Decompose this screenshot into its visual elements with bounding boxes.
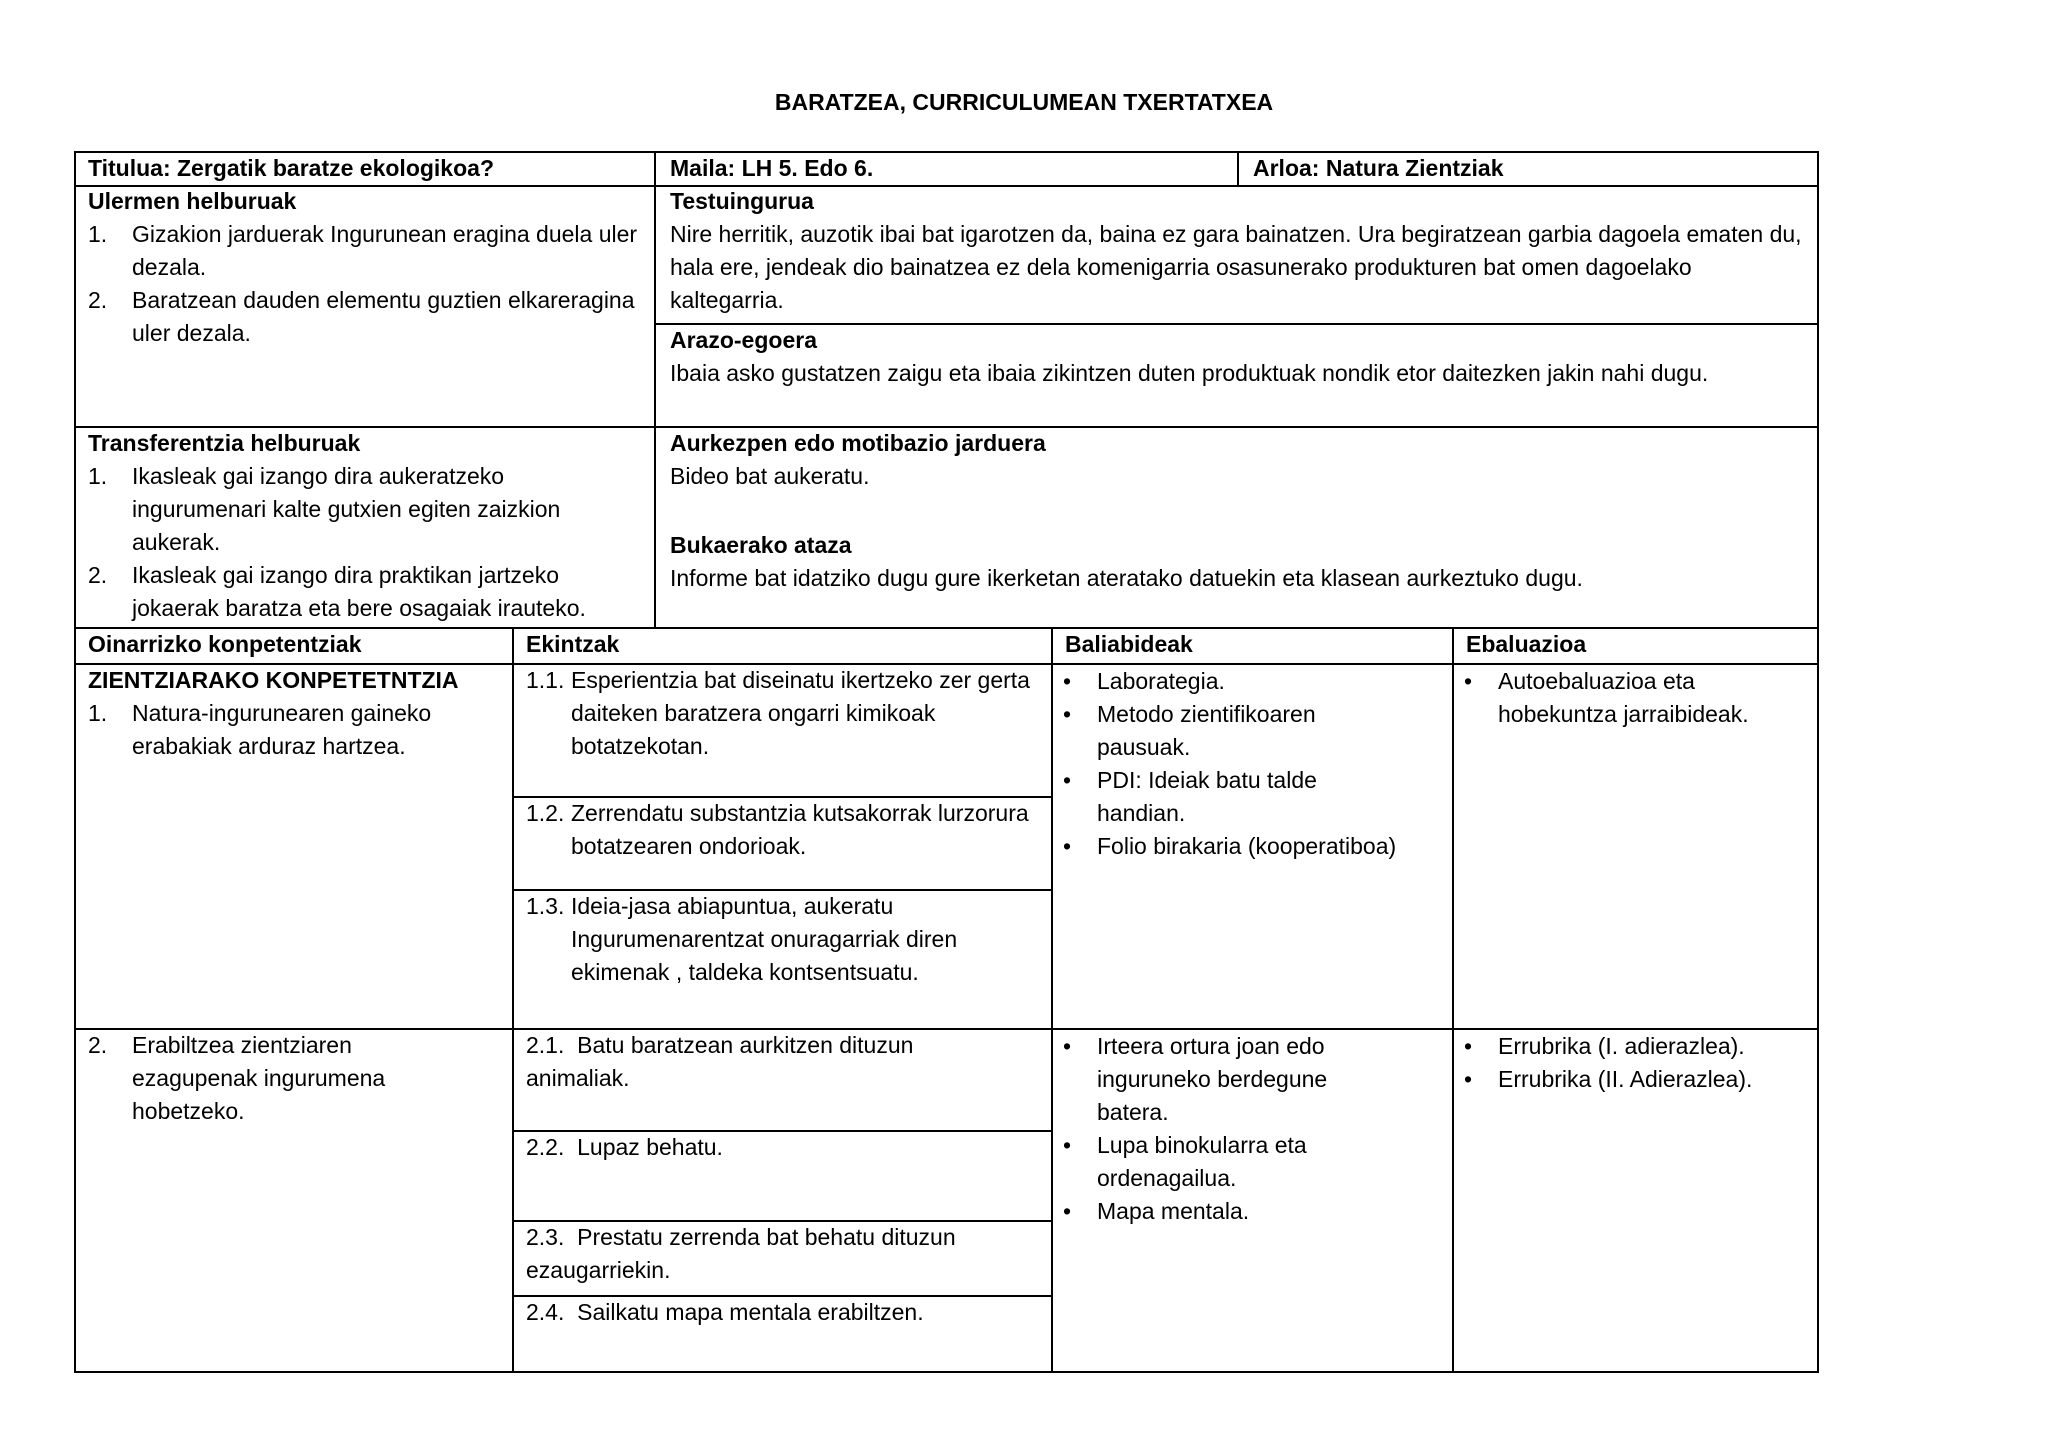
list-item (1454, 1063, 1814, 1096)
list-item (1053, 698, 1450, 764)
list-number: 2. (88, 562, 108, 588)
list-text: Mapa mentala. (1097, 1198, 1250, 1224)
action-text: Ideia-jasa abiapuntua, aukeratu Ingurumenarentzat onuragarriak diren ekimenak , taldeka kontsentsuatu. (571, 893, 958, 985)
list-text: PDI: Ideiak batu talde handian. (1097, 767, 1317, 826)
arloa-cell: Arloa: Natura Zientziak (1253, 155, 1504, 181)
list-item (88, 697, 508, 763)
list-item (1053, 1030, 1450, 1129)
list-item (1454, 1030, 1814, 1063)
column-divider (1452, 627, 1454, 1373)
list-text: Ikasleak gai izango dira aukeratzeko ingurumenari kalte gutxien egiten zaizkion aukerak. (132, 463, 561, 555)
bullet-icon: • (1063, 1132, 1072, 1158)
column-divider (512, 627, 514, 1373)
list-text: Natura-ingurunearen gaineko erabakiak arduraz hartzea. (132, 700, 432, 759)
list-text: Lupa binokularra eta ordenagailua. (1097, 1132, 1307, 1191)
aurkezpen-heading: Aurkezpen edo motibazio jarduera (670, 430, 1046, 456)
testuingurua-heading: Testuingurua (670, 188, 814, 214)
resources-cell-2 (1053, 1030, 1450, 1228)
bullet-icon: • (1063, 1033, 1072, 1059)
maila-cell: Maila: LH 5. Edo 6. (670, 155, 874, 181)
evaluation-cell-1 (1454, 665, 1814, 731)
list-item (1053, 764, 1450, 830)
action-cell-1-3 (526, 890, 1046, 989)
testuingurua-cell (670, 185, 1805, 317)
list-item (1053, 830, 1450, 863)
list-item (88, 559, 648, 625)
action-number: 1.2. (526, 800, 565, 826)
column-header-baliabideak: Baliabideak (1065, 631, 1193, 657)
list-text: Metodo zientifikoaren pausuak. (1097, 701, 1316, 760)
arazo-cell (670, 324, 1810, 390)
list-text: Erabiltzea zientziaren ezagupenak ingurumena hobetzeko. (132, 1032, 386, 1124)
action-text: Zerrendatu substantzia kutsakorrak lurzorura botatzearen ondorioak. (571, 800, 1029, 859)
list-text: Baratzean dauden elementu guztien elkareragina uler dezala. (132, 287, 635, 346)
ulermen-heading: Ulermen helburuak (88, 188, 297, 214)
titulua-cell: Titulua: Zergatik baratze ekologikoa? (88, 155, 494, 181)
action-cell-1-2 (526, 797, 1046, 863)
list-text: Ikasleak gai izango dira praktikan jartzeko jokaerak baratza eta bere osagaiak irauteko. (132, 562, 586, 621)
bullet-icon: • (1464, 1033, 1473, 1059)
column-divider (1237, 151, 1239, 185)
testuingurua-text: Nire herritik, auzotik ibai bat igarotzen da, baina ez gara bainatzen. Ura begiratzean garbia dagoela ematen du, hala ere, jendeak dio bainatzea ez dela komenigarria osasunerako produkturen bat omen dagoelako kaltegarria. (670, 221, 1802, 313)
list-number: 1. (88, 700, 108, 726)
list-item (88, 284, 640, 350)
column-divider (654, 151, 656, 627)
transferentzia-cell (88, 427, 648, 625)
bullet-icon: • (1464, 1066, 1473, 1092)
list-text: Errubrika (I. adierazlea). (1498, 1033, 1745, 1059)
bullet-icon: • (1464, 668, 1473, 694)
list-text: Folio birakaria (kooperatiboa) (1097, 833, 1397, 859)
list-number: 2. (88, 287, 108, 313)
list-item (88, 1029, 488, 1128)
action-text: Esperientzia bat diseinatu ikertzeko zer gerta daiteken baratzera ongarri kimikoak botatzekotan. (571, 667, 1030, 759)
list-item (88, 218, 640, 284)
list-item (1053, 1195, 1450, 1228)
column-header-konpetentziak: Oinarrizko konpetentziak (88, 631, 362, 657)
resources-cell-1 (1053, 665, 1450, 863)
arazo-text: Ibaia asko gustatzen zaigu eta ibaia zikintzen duten produktuak nondik etor daitezken jakin nahi dugu. (670, 360, 1709, 386)
list-text: Errubrika (II. Adierazlea). (1498, 1066, 1753, 1092)
bullet-icon: • (1063, 833, 1072, 859)
action-cell-2-2: 2.2. Lupaz behatu. (526, 1134, 723, 1160)
action-number: 1.3. (526, 893, 565, 919)
list-item (1053, 665, 1450, 698)
list-number: 1. (88, 463, 108, 489)
list-text: Laborategia. (1097, 668, 1225, 694)
list-text: Irteera ortura joan edo inguruneko berdegune batera. (1097, 1033, 1328, 1125)
action-number: 1.1. (526, 667, 565, 693)
transferentzia-heading: Transferentzia helburuak (88, 430, 361, 456)
column-header-ekintzak: Ekintzak (526, 631, 620, 657)
bullet-icon: • (1063, 701, 1072, 727)
arazo-heading: Arazo-egoera (670, 327, 817, 353)
list-number: 2. (88, 1032, 108, 1058)
aurkezpen-text: Bideo bat aukeratu. (670, 463, 870, 489)
list-item (1053, 1129, 1450, 1195)
list-number: 1. (88, 221, 108, 247)
action-cell-2-4: 2.4. Sailkatu mapa mentala erabiltzen. (526, 1299, 924, 1325)
bullet-icon: • (1063, 1198, 1072, 1224)
bullet-icon: • (1063, 767, 1072, 793)
column-header-ebaluazioa: Ebaluazioa (1466, 631, 1587, 657)
document-title: BARATZEA, CURRICULUMEAN TXERTATXEA (774, 89, 1274, 115)
list-item (1454, 665, 1814, 731)
competence-heading: ZIENTZIARAKO KONPETETNTZIA (88, 667, 459, 693)
bukaerako-text: Informe bat idatziko dugu gure ikerketan ateratako datuekin eta klasean aurkeztuko dugu. (670, 565, 1583, 591)
aurkezpen-cell (670, 427, 1810, 595)
ulermen-cell (88, 185, 640, 350)
evaluation-cell-2 (1454, 1030, 1814, 1096)
list-item (88, 460, 648, 559)
list-text: Autoebaluazioa eta hobekuntza jarraibideak. (1498, 668, 1749, 727)
bukaerako-heading: Bukaerako ataza (670, 532, 852, 558)
competence-cell-1 (88, 664, 508, 763)
competence-cell-2 (88, 1029, 488, 1128)
list-text: Gizakion jarduerak Ingurunean eragina duela uler dezala. (132, 221, 638, 280)
action-cell-2-3: 2.3. Prestatu zerrenda bat behatu dituzun ezaugarriekin. (526, 1224, 963, 1283)
bullet-icon: • (1063, 668, 1072, 694)
action-cell-2-1: 2.1. Batu baratzean aurkitzen dituzun animaliak. (526, 1032, 920, 1091)
action-cell-1-1 (526, 664, 1046, 763)
